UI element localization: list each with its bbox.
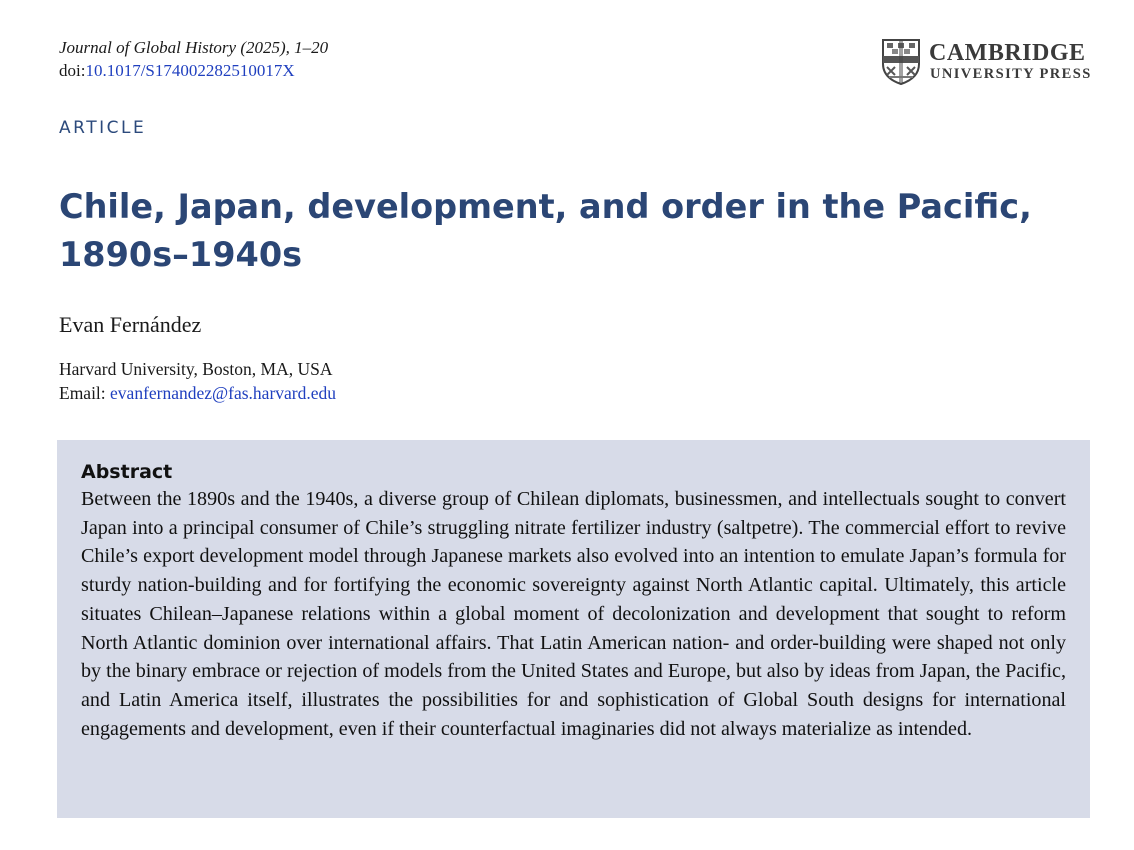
- article-title: Chile, Japan, development, and order in the Pacific, 1890s–1940s: [59, 187, 1032, 274]
- author-affiliation-block: [59, 357, 336, 405]
- cambridge-shield-icon: [881, 38, 921, 86]
- email-line: [59, 381, 336, 405]
- doi-line: [59, 59, 328, 82]
- abstract-box: [57, 440, 1090, 818]
- journal-citation: Journal of Global History (2025), 1–20: [59, 38, 329, 57]
- publisher-subtitle: UNIVERSITY PRESS: [930, 66, 1092, 82]
- publisher-name: CAMBRIDGE: [929, 40, 1086, 66]
- journal-header: [59, 36, 328, 82]
- abstract-heading: Abstract: [81, 461, 173, 483]
- doi-label: doi:: [59, 61, 86, 80]
- email-label: Email:: [59, 383, 111, 403]
- doi-link[interactable]: 10.1017/S174002282510017X: [85, 61, 295, 80]
- affiliation: Harvard University, Boston, MA, USA: [59, 359, 333, 379]
- abstract-text: Between the 1890s and the 1940s, a diverse group of Chilean diplomats, businessmen, and intellectuals sought to convert Japan into a principal consumer of Chile’s struggling nitrate fertilizer industry (saltpetre). The commercial effort to revive Chile’s export development model through Japanese markets also evolved into an intention to emulate Japan’s formula for sturdy nation-building and for fortifying the economic sovereignty against North Atlantic capital. Ultimately, this article situates Chilean–Japanese relations within a global moment of decolonization and development that sought to reform North Atlantic dominion over international affairs. That Latin American nation- and order-building were shaped not only by the binary embrace or rejection of models from the United States and Europe, but also by ideas from Japan, the Pacific, and Latin America itself, illustrates the possibilities for and sophistication of Global South designs for international engagements and development, even if their counterfactual imaginaries did not always materialize as intended.: [81, 488, 1066, 740]
- author-name: Evan Fernández: [59, 312, 202, 337]
- cambridge-logo[interactable]: [881, 38, 1091, 86]
- article-type-label: ARTICLE: [59, 118, 147, 138]
- email-link[interactable]: evanfernandez@fas.harvard.edu: [110, 383, 337, 403]
